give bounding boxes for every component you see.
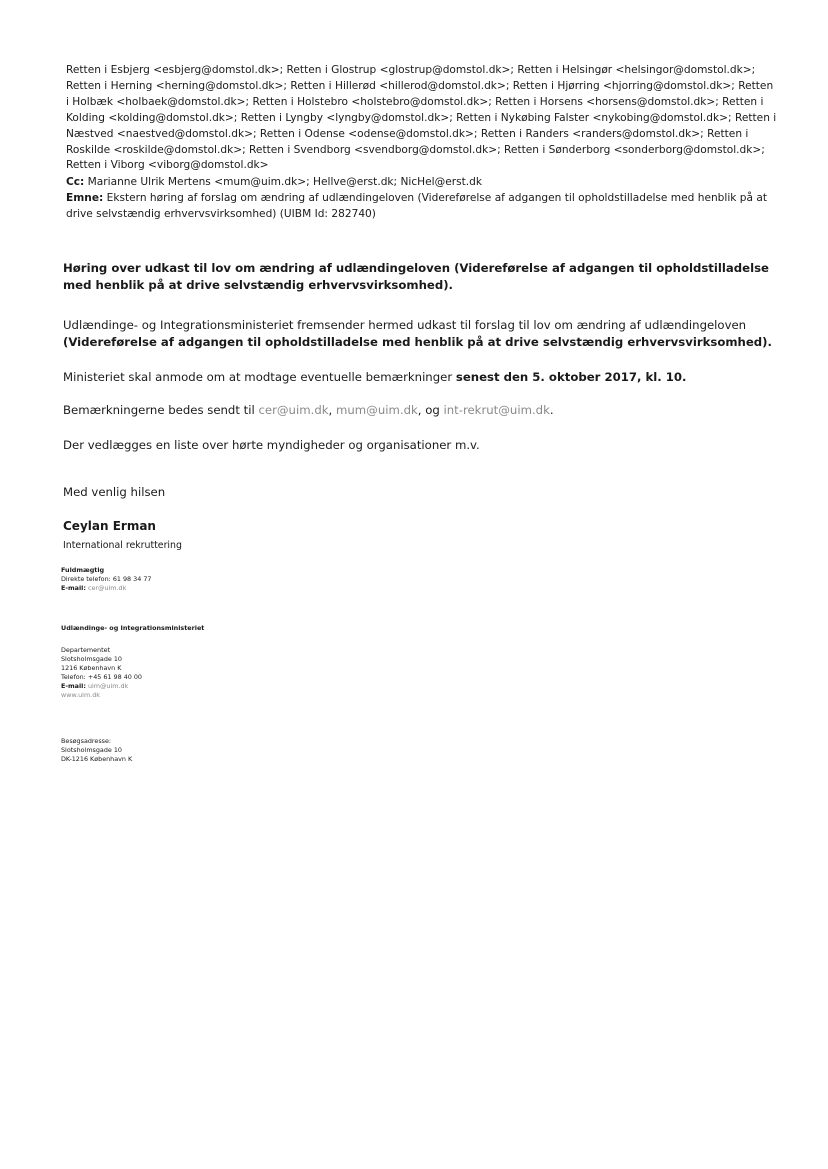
signature-email-label: E-mail:	[61, 584, 86, 592]
og-text: , og	[417, 403, 440, 417]
visit-address-street: Slotsholmsgade 10	[61, 746, 122, 754]
intro-paragraph	[63, 317, 778, 351]
recipients-list: Retten i Esbjerg <esbjerg@domstol.dk>; Retten i Glostrup <glostrup@domstol.dk>; Retten i Helsingør <helsingor@domstol.dk>; Retten i Herning <herning@domstol.dk>; Retten i Hillerød <hillerod@domstol.dk>; Retten i Hjørring <hjorring@domstol.dk>; Retten i Holbæk <holbaek@domstol.dk>; Retten i Holstebro <holstebro@domstol.dk>; Retten i Horsens <horsens@domstol.dk>; Retten i Kolding <kolding@domstol.dk>; Retten i Lyngby <lyngby@domstol.dk>; Retten i Nykøbing Falster <nykobing@domstol.dk>; Retten i Næstved <naestved@domstol.dk>; Retten i Odense <odense@domstol.dk>; Retten i Randers <randers@domstol.dk>; Retten i Roskilde <roskilde@domstol.dk>; Retten i Svendborg <svendborg@domstol.dk>; Retten i Sønderborg <sonderborg@domstol.dk>; Retten i Viborg <viborg@domstol.dk>	[66, 64, 777, 172]
cc-recipients: Marianne Ulrik Mertens <mum@uim.dk>; Hellve@erst.dk; NicHel@erst.dk	[87, 176, 482, 188]
intro-bold-text: (Videreførelse af adgangen til opholdstilladelse med henblik på at drive selvstændig erhvervsvirksomhed).	[63, 335, 772, 349]
address-city: 1216 København K	[61, 664, 122, 672]
deadline-date: senest den 5. oktober 2017, kl. 10.	[455, 370, 687, 384]
ministry-email-label: E-mail:	[61, 682, 86, 690]
regards-text: Med venlig hilsen	[63, 485, 166, 499]
visit-address-label: Besøgsadresse:	[61, 737, 112, 745]
email-separator: ,	[328, 403, 333, 417]
email-link-mum[interactable]: mum@uim.dk	[335, 403, 418, 417]
ministry-email-line	[61, 682, 128, 691]
subject-label: Emne:	[66, 192, 104, 204]
signature-name: Ceylan Erman	[63, 519, 156, 533]
intro-text: Udlændinge- og Integrationsministeriet fremsender hermed udkast til forslag til lov om ændring af udlændingeloven	[63, 318, 747, 332]
letter-title: Høring over udkast til lov om ændring af udlændingeloven (Videreførelse af adgangen til opholdstilladelse med henblik på at drive selvstændig erhvervsvirksomhed).	[63, 261, 769, 292]
signature-email-line	[61, 584, 126, 593]
signature-email-link[interactable]: cer@uim.dk	[87, 584, 127, 592]
ministry-website-link[interactable]: www.uim.dk	[61, 691, 100, 699]
address-street: Slotsholmsgade 10	[61, 655, 122, 663]
email-link-cer[interactable]: cer@uim.dk	[258, 403, 329, 417]
subject-line	[66, 191, 778, 223]
cc-label: Cc:	[66, 176, 85, 188]
ministry-email-link[interactable]: uim@uim.dk	[87, 682, 129, 690]
signature-title: Fuldmægtig	[61, 566, 105, 574]
send-text: Bemærkningerne bedes sendt til	[63, 403, 255, 417]
deadline-text: Ministeriet skal anmode om at modtage eventuelle bemærkninger	[63, 370, 453, 384]
subject-text: Ekstern høring af forslag om ændring af udlændingeloven (Videreførelse af adgangen til opholdstilladelse med henblik på at drive selvstændig erhvervsvirksomhed) (UIBM Id: 282740)	[66, 192, 768, 220]
signature-phone: Direkte telefon: 61 98 34 77	[61, 575, 152, 583]
ministry-telephone: Telefon: +45 61 98 40 00	[61, 673, 142, 681]
department-name: Departementet	[61, 646, 111, 654]
deadline-paragraph	[63, 369, 778, 386]
ministry-name: Udlændinge- og Integrationsministeriet	[61, 624, 205, 632]
email-link-int-rekrut[interactable]: int-rekrut@uim.dk	[443, 403, 550, 417]
cc-line	[66, 175, 778, 191]
attachment-paragraph: Der vedlægges en liste over hørte myndigheder og organisationer m.v.	[63, 438, 480, 452]
send-paragraph	[63, 402, 778, 419]
period-text: .	[549, 403, 554, 417]
signature-unit: International rekruttering	[63, 540, 182, 551]
visit-address-city: DK-1216 København K	[61, 755, 133, 763]
